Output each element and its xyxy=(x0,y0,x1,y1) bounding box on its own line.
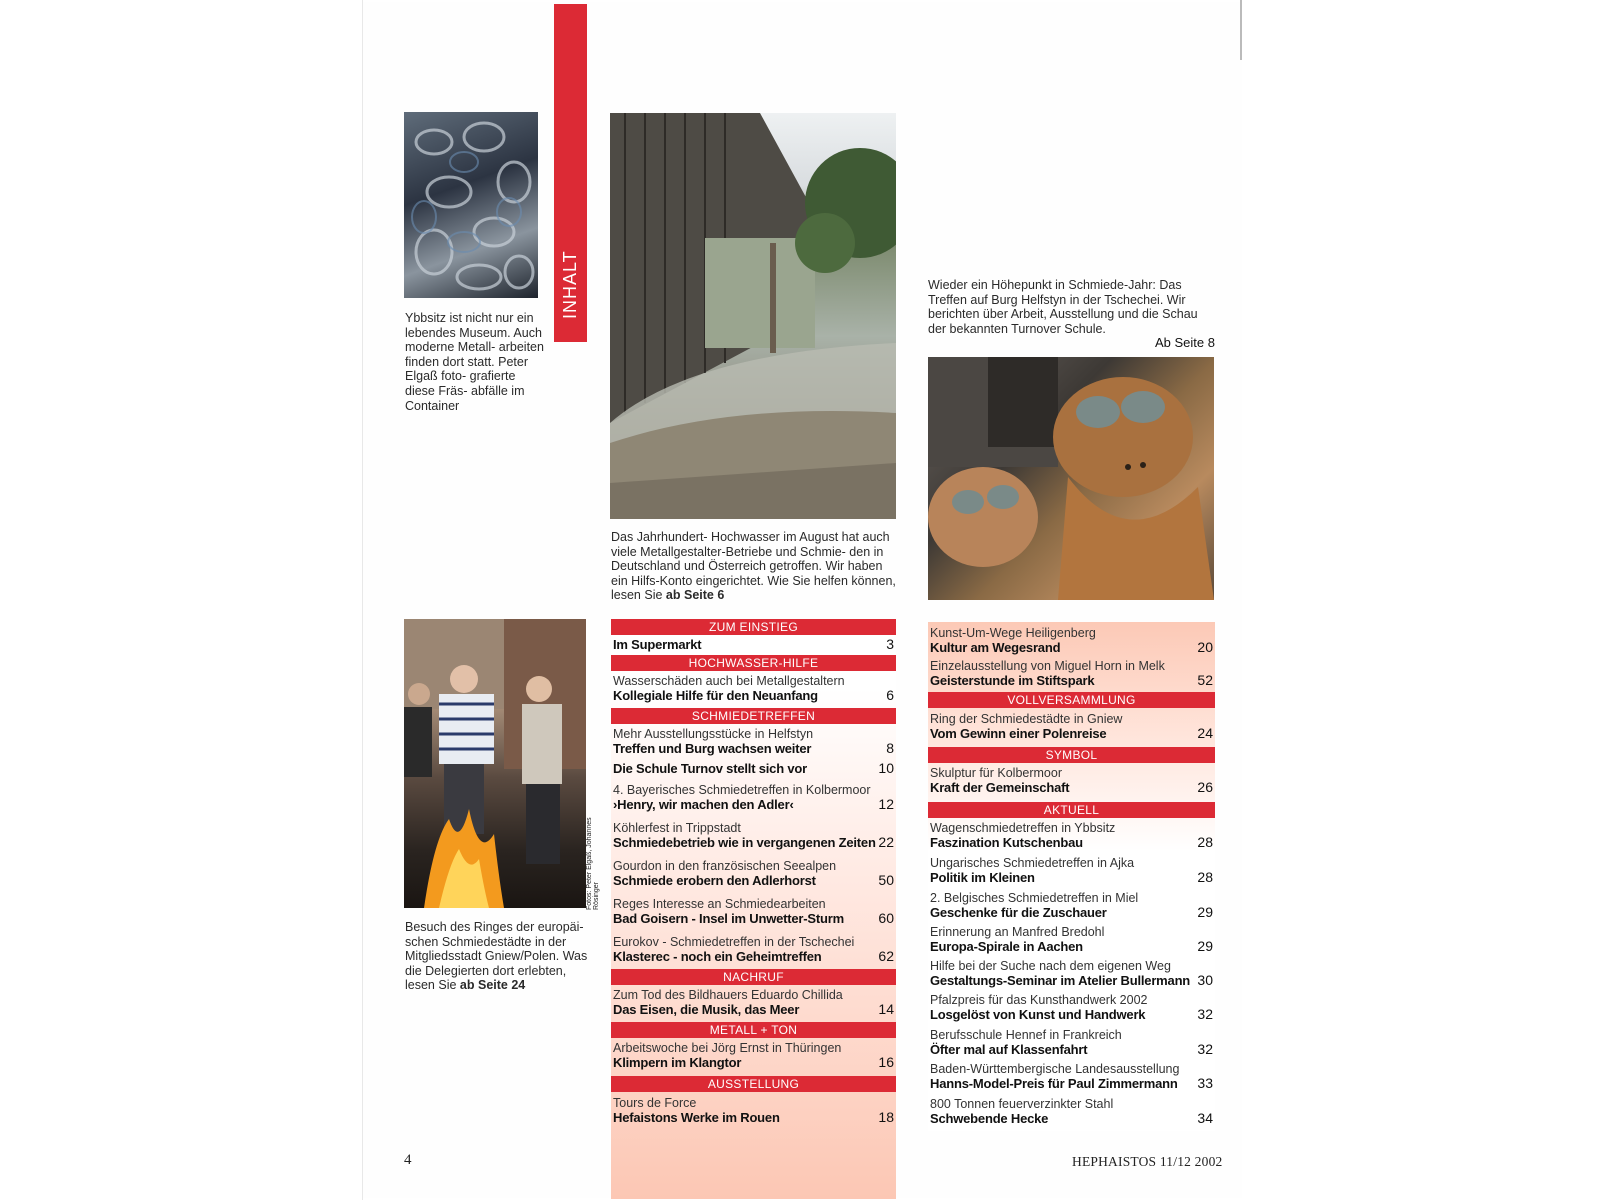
toc-entry-page: 60 xyxy=(878,910,894,926)
toc-entry[interactable] xyxy=(613,988,894,1017)
toc-entry-subtitle: Wasserschäden auch bei Metallgestaltern xyxy=(613,674,845,688)
toc-entry-subtitle: Kunst-Um-Wege Heiligenberg xyxy=(930,626,1096,640)
toc-entry-page: 29 xyxy=(1197,938,1213,954)
toc-entry[interactable] xyxy=(930,821,1213,850)
toc-entry[interactable] xyxy=(613,783,894,812)
toc-entry[interactable] xyxy=(613,897,894,926)
toc-entry-page: 28 xyxy=(1197,834,1213,850)
toc-section-header: NACHRUF xyxy=(611,969,896,985)
toc-entry[interactable] xyxy=(613,674,894,703)
toc-entry-subtitle: Zum Tod des Bildhauers Eduardo Chillida xyxy=(613,988,843,1002)
toc-entry-subtitle: Reges Interesse an Schmiedearbeiten xyxy=(613,897,826,911)
toc-entry-subtitle: Erinnerung an Manfred Bredohl xyxy=(930,925,1105,939)
photo-credit: Fotos: Peter Elgaß, Johannes Rösinger xyxy=(586,817,600,910)
toc-entry[interactable] xyxy=(930,659,1213,688)
toc-entry[interactable] xyxy=(613,1096,894,1125)
toc-entry-subtitle: Berufsschule Hennef in Frankreich xyxy=(930,1028,1122,1042)
caption-gniew-ref: ab Seite 24 xyxy=(459,978,526,993)
toc-entry-title: Kollegiale Hilfe für den Neuanfang xyxy=(613,688,818,703)
toc-section-header: METALL + TON xyxy=(611,1022,896,1038)
toc-entry[interactable] xyxy=(930,712,1213,741)
toc-entry[interactable] xyxy=(930,856,1213,885)
toc-entry[interactable] xyxy=(930,1097,1213,1126)
toc-entry-page: 34 xyxy=(1197,1110,1213,1126)
toc-entry-subtitle: Pfalzpreis für das Kunsthandwerk 2002 xyxy=(930,993,1148,1007)
caption-helfstyn-text: Wieder ein Höhepunkt in Schmiede-Jahr: Das Treffen auf Burg Helfstyn in der Tschechei. Wir berichten über Arbeit, Ausstellung und die Schau der bekannten Turnover Schule. xyxy=(928,278,1198,336)
toc-entry-page: 30 xyxy=(1197,972,1213,988)
forge-blacksmiths-photo xyxy=(404,619,586,908)
toc-entry-title: Im Supermarkt xyxy=(613,637,702,652)
toc-entry[interactable] xyxy=(613,761,894,776)
toc-entry-title: Geschenke für die Zuschauer xyxy=(930,905,1107,920)
toc-entry-title: Klimpern im Klangtor xyxy=(613,1055,742,1070)
toc-entry-page: 16 xyxy=(878,1054,894,1070)
toc-entry[interactable] xyxy=(930,1028,1213,1057)
page-edge-right xyxy=(1240,0,1242,60)
toc-entry-page: 29 xyxy=(1197,904,1213,920)
toc-section-header: AKTUELL xyxy=(928,802,1215,818)
toc-entry-subtitle: Skulptur für Kolbermoor xyxy=(930,766,1063,780)
toc-entry-title: Bad Goisern - Insel im Unwetter-Sturm xyxy=(613,911,844,926)
toc-entry[interactable] xyxy=(930,626,1213,655)
toc-entry-title: ›Henry, wir machen den Adler‹ xyxy=(613,797,794,812)
toc-entry-page: 20 xyxy=(1197,639,1213,655)
toc-entry-page: 26 xyxy=(1197,779,1213,795)
toc-entry-title: Öfter mal auf Klassenfahrt xyxy=(930,1042,1088,1057)
toc-entry-subtitle: Hilfe bei der Suche nach dem eigenen Weg xyxy=(930,959,1171,973)
caption-flood xyxy=(611,530,901,603)
toc-entry[interactable] xyxy=(930,891,1213,920)
toc-entry-page: 6 xyxy=(886,687,894,703)
toc-entry-page: 32 xyxy=(1197,1006,1213,1022)
toc-section-header: AUSSTELLUNG xyxy=(611,1076,896,1092)
toc-entry-title: Klasterec - noch ein Geheimtreffen xyxy=(613,949,822,964)
toc-entry[interactable] xyxy=(930,993,1213,1022)
toc-entry-title: Treffen und Burg wachsen weiter xyxy=(613,741,812,756)
toc-entry-title: Hanns-Model-Preis für Paul Zimmermann xyxy=(930,1076,1178,1091)
toc-entry-title: Gestaltungs-Seminar im Atelier Bullermann xyxy=(930,973,1191,988)
toc-entry-title: Vom Gewinn einer Polenreise xyxy=(930,726,1107,741)
toc-section-header: SCHMIEDETREFFEN xyxy=(611,708,896,724)
toc-column-right xyxy=(928,622,1215,1131)
toc-section-header: SYMBOL xyxy=(928,747,1215,763)
toc-entry-subtitle: 2. Belgisches Schmiedetreffen in Miel xyxy=(930,891,1139,905)
toc-entry[interactable] xyxy=(613,821,894,850)
toc-entry-title: Die Schule Turnov stellt sich vor xyxy=(613,761,807,776)
caption-flood-ref: ab Seite 6 xyxy=(665,588,725,603)
toc-entry-subtitle: Mehr Ausstellungsstücke in Helfstyn xyxy=(613,727,814,741)
toc-entry-subtitle: Wagenschmiedetreffen in Ybbsitz xyxy=(930,821,1116,835)
metal-spirals-photo xyxy=(404,112,538,298)
toc-entry-page: 18 xyxy=(878,1109,894,1125)
toc-entry-subtitle: Ungarisches Schmiedetreffen in Ajka xyxy=(930,856,1135,870)
toc-entry-subtitle: Ring der Schmiedestädte in Gniew xyxy=(930,712,1123,726)
caption-gniew-text: Besuch des Ringes der europäi- schen Schmiedestädte in der Mitgliedsstadt Gniew/Polen. Was die Delegierten dort erlebten, lesen Sie xyxy=(405,920,588,993)
toc-entry-subtitle: Gourdon in den französischen Seealpen xyxy=(613,859,837,873)
toc-entry-subtitle: Eurokov - Schmiedetreffen in der Tschechei xyxy=(613,935,855,949)
toc-entry-page: 33 xyxy=(1197,1075,1213,1091)
toc-entry-title: Kraft der Gemeinschaft xyxy=(930,780,1070,795)
toc-entry-subtitle: 800 Tonnen feuerverzinkter Stahl xyxy=(930,1097,1114,1111)
toc-column-middle xyxy=(611,619,896,1199)
toc-entry-page: 50 xyxy=(878,872,894,888)
toc-entry-title: Faszination Kutschenbau xyxy=(930,835,1083,850)
toc-entry-page: 8 xyxy=(886,740,894,756)
toc-entry-subtitle: Tours de Force xyxy=(613,1096,697,1110)
caption-gniew xyxy=(405,920,595,993)
toc-entry-title: Das Eisen, die Musik, das Meer xyxy=(613,1002,800,1017)
toc-section-header: HOCHWASSER-HILFE xyxy=(611,655,896,671)
caption-spirals: Ybbsitz ist nicht nur ein lebendes Museum. Auch moderne Metall- arbeiten finden dort statt. Peter Elgaß foto- grafierte diese Fräs- abfälle im Container xyxy=(405,311,544,413)
toc-entry-page: 3 xyxy=(886,636,894,652)
toc-section-header: ZUM EINSTIEG xyxy=(611,619,896,635)
toc-entry-page: 14 xyxy=(878,1001,894,1017)
toc-entry[interactable] xyxy=(930,1062,1213,1091)
toc-entry-title: Schmiede erobern den Adlerhorst xyxy=(613,873,816,888)
toc-entry-title: Politik im Kleinen xyxy=(930,870,1035,885)
flood-barn-photo xyxy=(610,113,896,519)
toc-entry-title: Europa-Spirale in Aachen xyxy=(930,939,1083,954)
toc-entry-subtitle: Baden-Württembergische Landesausstellung xyxy=(930,1062,1180,1076)
page-edge xyxy=(362,0,363,1200)
toc-entry-subtitle: Einzelausstellung von Miguel Horn in Melk xyxy=(930,659,1165,673)
toc-entry-title: Geisterstunde im Stiftspark xyxy=(930,673,1095,688)
metal-sculptures-photo xyxy=(928,357,1214,600)
toc-entry-title: Losgelöst von Kunst und Handwerk xyxy=(930,1007,1146,1022)
toc-entry-subtitle: Köhlerfest in Trippstadt xyxy=(613,821,741,835)
toc-entry-page: 24 xyxy=(1197,725,1213,741)
toc-entry-page: 32 xyxy=(1197,1041,1213,1057)
toc-entry-title: Schwebende Hecke xyxy=(930,1111,1049,1126)
toc-entry-page: 12 xyxy=(878,796,894,812)
section-tab-label: INHALT xyxy=(560,250,580,320)
toc-entry[interactable] xyxy=(613,727,894,756)
toc-entry[interactable] xyxy=(613,1041,894,1070)
toc-entry[interactable] xyxy=(613,859,894,888)
toc-entry-title: Hefaistons Werke im Rouen xyxy=(613,1110,780,1125)
magazine-issue: HEPHAISTOS 11/12 2002 xyxy=(1072,1154,1223,1169)
toc-entry[interactable] xyxy=(613,935,894,964)
toc-entry[interactable] xyxy=(930,925,1213,954)
page-number: 4 xyxy=(404,1152,412,1168)
toc-section-header: VOLLVERSAMMLUNG xyxy=(928,692,1215,708)
toc-entry[interactable] xyxy=(930,959,1213,988)
toc-entry[interactable] xyxy=(613,637,894,652)
toc-entry[interactable] xyxy=(930,766,1213,795)
caption-helfstyn xyxy=(928,278,1215,351)
toc-entry-title: Schmiedebetrieb wie in vergangenen Zeiten xyxy=(613,835,876,850)
toc-entry-page: 28 xyxy=(1197,869,1213,885)
caption-flood-text: Das Jahrhundert- Hochwasser im August hat auch viele Metallgestalter-Betriebe und Schmie- den in Deutschland und Österreich getroffen. Wir haben ein Hilfs-Konto eingerichtet. Wie Sie helfen können, lesen Sie xyxy=(611,530,896,603)
toc-entry-title: Kultur am Wegesrand xyxy=(930,640,1061,655)
toc-entry-subtitle: 4. Bayerisches Schmiedetreffen in Kolbermoor xyxy=(613,783,871,797)
toc-entry-page: 52 xyxy=(1197,672,1213,688)
toc-entry-page: 22 xyxy=(878,834,894,850)
toc-entry-subtitle: Arbeitswoche bei Jörg Ernst in Thüringen xyxy=(613,1041,842,1055)
toc-entry-page: 10 xyxy=(878,760,894,776)
caption-helfstyn-ref: Ab Seite 8 xyxy=(1155,335,1215,351)
toc-entry-page: 62 xyxy=(878,948,894,964)
